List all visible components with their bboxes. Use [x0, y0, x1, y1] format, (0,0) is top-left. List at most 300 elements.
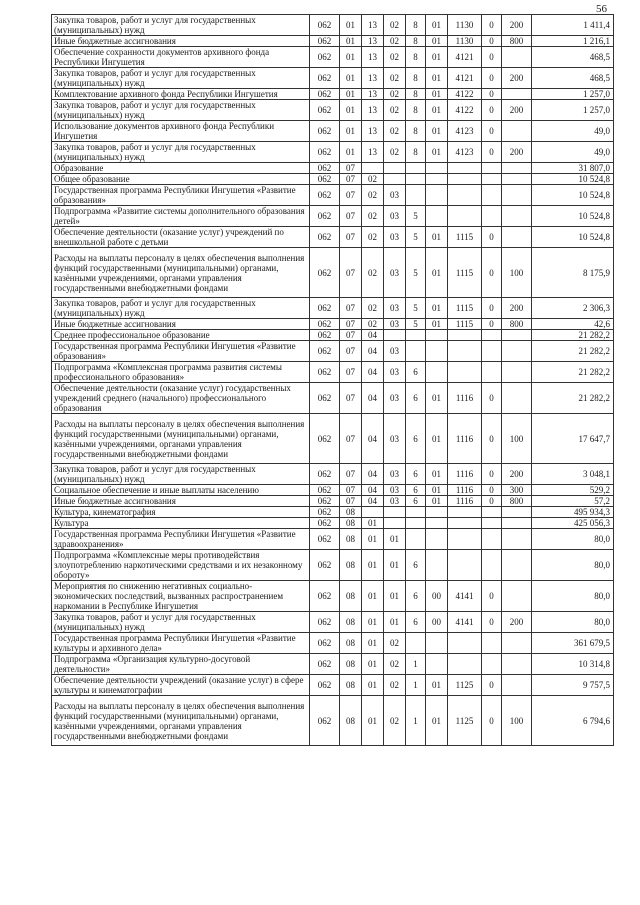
admin-code: 062 [310, 518, 340, 529]
subsection-code: 04 [362, 362, 384, 383]
direction-code [448, 529, 482, 550]
section-code: 01 [340, 68, 362, 89]
expense-type-code: 800 [502, 496, 532, 507]
admin-code: 062 [310, 36, 340, 47]
admin-code: 062 [310, 185, 340, 206]
subsection-code: 01 [362, 612, 384, 633]
subsection-code: 01 [362, 675, 384, 696]
amount: 8 175,9 [532, 248, 614, 298]
subsection-code: 04 [362, 414, 384, 464]
subprogram-code: 8 [406, 15, 426, 36]
amount: 425 056,3 [532, 518, 614, 529]
type-code: 0 [482, 100, 502, 121]
table-row [52, 174, 614, 185]
subsection-code: 01 [362, 550, 384, 581]
subsection-code: 04 [362, 496, 384, 507]
subprogram-code: 8 [406, 142, 426, 163]
admin-code: 062 [310, 248, 340, 298]
program-code: 02 [384, 68, 406, 89]
expense-type-code [502, 518, 532, 529]
amount: 9 757,5 [532, 675, 614, 696]
row-name: Иные бюджетные ассигнования [52, 496, 310, 507]
type-code [482, 185, 502, 206]
program-code: 02 [384, 89, 406, 100]
direction-code [448, 206, 482, 227]
table-row [52, 36, 614, 47]
subsection-code: 01 [362, 633, 384, 654]
subsection-code: 13 [362, 121, 384, 142]
table-row [52, 89, 614, 100]
row-name: Государственная программа Республики Ингушетия «Развитие образования» [52, 185, 310, 206]
table-row [52, 414, 614, 464]
admin-code: 062 [310, 227, 340, 248]
expense-type-code [502, 581, 532, 612]
expense-type-code: 800 [502, 36, 532, 47]
amount: 10 524,8 [532, 185, 614, 206]
program-code: 03 [384, 227, 406, 248]
subprogram-code: 6 [406, 612, 426, 633]
row-name: Подпрограмма «Комплексная программа развития системы профессионального образования» [52, 362, 310, 383]
program-code: 02 [384, 36, 406, 47]
program-code: 02 [384, 121, 406, 142]
subprogram-code [406, 163, 426, 174]
amount: 21 282,2 [532, 341, 614, 362]
program-code: 03 [384, 485, 406, 496]
type-code: 0 [482, 36, 502, 47]
admin-code: 062 [310, 341, 340, 362]
event-code [426, 341, 448, 362]
row-name: Государственная программа Республики Ингушетия «Развитие культуры и архивного дела» [52, 633, 310, 654]
subprogram-code: 6 [406, 383, 426, 414]
program-code: 03 [384, 496, 406, 507]
program-code: 01 [384, 612, 406, 633]
type-code: 0 [482, 47, 502, 68]
section-code: 07 [340, 341, 362, 362]
event-code: 01 [426, 464, 448, 485]
row-name: Общее образование [52, 174, 310, 185]
section-code: 07 [340, 485, 362, 496]
expense-type-code [502, 330, 532, 341]
expense-type-code [502, 174, 532, 185]
row-name: Культура [52, 518, 310, 529]
type-code: 0 [482, 464, 502, 485]
section-code: 08 [340, 581, 362, 612]
table-row [52, 163, 614, 174]
direction-code: 1130 [448, 15, 482, 36]
type-code: 0 [482, 383, 502, 414]
subprogram-code: 6 [406, 496, 426, 507]
table-row [52, 185, 614, 206]
direction-code: 1115 [448, 227, 482, 248]
table-row [52, 100, 614, 121]
admin-code: 062 [310, 330, 340, 341]
section-code: 07 [340, 163, 362, 174]
expense-type-code: 200 [502, 612, 532, 633]
row-name: Расходы на выплаты персоналу в целях обеспечения выполнения функций государственными (муниципальными) органами, казёнными учреждениями, органами управления государственными внебюджетными фондами [52, 248, 310, 298]
admin-code: 062 [310, 696, 340, 746]
expense-type-code: 200 [502, 68, 532, 89]
type-code: 0 [482, 248, 502, 298]
table-row [52, 298, 614, 319]
amount: 3 048,1 [532, 464, 614, 485]
direction-code [448, 330, 482, 341]
event-code: 01 [426, 319, 448, 330]
subprogram-code: 8 [406, 68, 426, 89]
subsection-code: 13 [362, 36, 384, 47]
program-code: 02 [384, 15, 406, 36]
event-code [426, 518, 448, 529]
event-code [426, 163, 448, 174]
program-code: 03 [384, 341, 406, 362]
program-code: 02 [384, 633, 406, 654]
admin-code: 062 [310, 675, 340, 696]
direction-code: 1115 [448, 248, 482, 298]
event-code [426, 550, 448, 581]
subprogram-code: 8 [406, 100, 426, 121]
type-code [482, 330, 502, 341]
section-code: 01 [340, 89, 362, 100]
subprogram-code [406, 518, 426, 529]
table-row [52, 362, 614, 383]
section-code: 08 [340, 696, 362, 746]
row-name: Обеспечение деятельности (оказание услуг) учреждений по внешкольной работе с детьми [52, 227, 310, 248]
subprogram-code: 5 [406, 319, 426, 330]
program-code: 03 [384, 206, 406, 227]
subsection-code: 02 [362, 319, 384, 330]
table-row [52, 675, 614, 696]
budget-table-body [52, 15, 614, 746]
direction-code [448, 362, 482, 383]
amount: 21 282,2 [532, 362, 614, 383]
section-code: 07 [340, 464, 362, 485]
table-row [52, 227, 614, 248]
section-code: 01 [340, 36, 362, 47]
subprogram-code: 1 [406, 654, 426, 675]
table-row [52, 383, 614, 414]
section-code: 01 [340, 15, 362, 36]
event-code [426, 174, 448, 185]
subsection-code: 02 [362, 298, 384, 319]
type-code [482, 163, 502, 174]
event-code: 01 [426, 121, 448, 142]
expense-type-code [502, 529, 532, 550]
subsection-code [362, 507, 384, 518]
event-code: 00 [426, 581, 448, 612]
admin-code: 062 [310, 89, 340, 100]
type-code: 0 [482, 496, 502, 507]
direction-code: 4141 [448, 612, 482, 633]
admin-code: 062 [310, 298, 340, 319]
row-name: Подпрограмма «Организация культурно-досуговой деятельности» [52, 654, 310, 675]
table-row [52, 68, 614, 89]
row-name: Мероприятия по снижению негативных социально-экономических последствий, вызванных распространением наркомании в Республике Ингушетия [52, 581, 310, 612]
section-code: 08 [340, 633, 362, 654]
direction-code: 4123 [448, 121, 482, 142]
row-name: Закупка товаров, работ и услуг для государственных (муниципальных) нужд [52, 464, 310, 485]
section-code: 07 [340, 362, 362, 383]
direction-code [448, 341, 482, 362]
program-code: 02 [384, 100, 406, 121]
row-name: Обеспечение деятельности учреждений (оказание услуг) в сфере культуры и кинематографии [52, 675, 310, 696]
admin-code: 062 [310, 581, 340, 612]
expense-type-code: 200 [502, 142, 532, 163]
event-code: 00 [426, 612, 448, 633]
program-code: 03 [384, 298, 406, 319]
subsection-code: 01 [362, 696, 384, 746]
direction-code: 4123 [448, 142, 482, 163]
amount: 42,6 [532, 319, 614, 330]
row-name: Закупка товаров, работ и услуг для государственных (муниципальных) нужд [52, 298, 310, 319]
section-code: 07 [340, 414, 362, 464]
amount: 10 524,8 [532, 227, 614, 248]
subprogram-code: 6 [406, 485, 426, 496]
direction-code: 1115 [448, 319, 482, 330]
event-code [426, 507, 448, 518]
subsection-code: 13 [362, 142, 384, 163]
program-code: 01 [384, 529, 406, 550]
subprogram-code: 6 [406, 414, 426, 464]
admin-code: 062 [310, 507, 340, 518]
amount: 10 524,8 [532, 206, 614, 227]
subsection-code: 13 [362, 89, 384, 100]
expense-type-code [502, 227, 532, 248]
section-code: 07 [340, 227, 362, 248]
admin-code: 062 [310, 414, 340, 464]
subprogram-code: 1 [406, 675, 426, 696]
amount: 529,2 [532, 485, 614, 496]
admin-code: 062 [310, 206, 340, 227]
subsection-code: 02 [362, 174, 384, 185]
amount: 80,0 [532, 550, 614, 581]
table-row [52, 142, 614, 163]
admin-code: 062 [310, 485, 340, 496]
direction-code: 4141 [448, 581, 482, 612]
direction-code: 1116 [448, 485, 482, 496]
event-code: 01 [426, 100, 448, 121]
section-code: 08 [340, 507, 362, 518]
subsection-code: 02 [362, 227, 384, 248]
subprogram-code: 5 [406, 298, 426, 319]
admin-code: 062 [310, 633, 340, 654]
direction-code [448, 518, 482, 529]
table-row [52, 47, 614, 68]
table-row [52, 612, 614, 633]
direction-code [448, 185, 482, 206]
type-code: 0 [482, 121, 502, 142]
event-code: 01 [426, 227, 448, 248]
expense-type-code: 200 [502, 15, 532, 36]
admin-code: 062 [310, 163, 340, 174]
table-row [52, 15, 614, 36]
expense-type-code: 200 [502, 100, 532, 121]
subprogram-code: 6 [406, 362, 426, 383]
expense-type-code: 200 [502, 298, 532, 319]
section-code: 07 [340, 185, 362, 206]
type-code: 0 [482, 414, 502, 464]
subsection-code: 04 [362, 464, 384, 485]
type-code: 0 [482, 612, 502, 633]
subprogram-code: 8 [406, 89, 426, 100]
type-code: 0 [482, 89, 502, 100]
event-code: 01 [426, 496, 448, 507]
direction-code: 1115 [448, 298, 482, 319]
program-code: 02 [384, 654, 406, 675]
subsection-code: 04 [362, 485, 384, 496]
program-code: 03 [384, 248, 406, 298]
subsection-code: 13 [362, 15, 384, 36]
table-row [52, 550, 614, 581]
subprogram-code [406, 507, 426, 518]
type-code: 0 [482, 485, 502, 496]
row-name: Использование документов архивного фонда Республики Ингушетия [52, 121, 310, 142]
expense-type-code: 100 [502, 414, 532, 464]
amount: 57,2 [532, 496, 614, 507]
expense-type-code: 800 [502, 319, 532, 330]
section-code: 07 [340, 174, 362, 185]
event-code [426, 206, 448, 227]
direction-code [448, 654, 482, 675]
expense-type-code: 100 [502, 696, 532, 746]
admin-code: 062 [310, 612, 340, 633]
expense-type-code [502, 633, 532, 654]
program-code [384, 163, 406, 174]
table-row [52, 654, 614, 675]
expense-type-code [502, 121, 532, 142]
amount: 468,5 [532, 68, 614, 89]
amount: 80,0 [532, 612, 614, 633]
direction-code: 4122 [448, 100, 482, 121]
expense-type-code: 100 [502, 248, 532, 298]
subprogram-code [406, 341, 426, 362]
expense-type-code [502, 163, 532, 174]
direction-code [448, 174, 482, 185]
event-code: 01 [426, 68, 448, 89]
table-row [52, 121, 614, 142]
direction-code: 1130 [448, 36, 482, 47]
section-code: 08 [340, 675, 362, 696]
expense-type-code [502, 550, 532, 581]
section-code: 07 [340, 206, 362, 227]
table-row [52, 248, 614, 298]
section-code: 08 [340, 612, 362, 633]
event-code: 01 [426, 89, 448, 100]
subsection-code [362, 163, 384, 174]
type-code: 0 [482, 675, 502, 696]
direction-code: 4121 [448, 47, 482, 68]
event-code: 01 [426, 383, 448, 414]
subprogram-code [406, 174, 426, 185]
section-code: 01 [340, 100, 362, 121]
section-code: 08 [340, 550, 362, 581]
type-code: 0 [482, 68, 502, 89]
expense-type-code [502, 185, 532, 206]
row-name: Социальное обеспечение и иные выплаты населению [52, 485, 310, 496]
amount: 21 282,2 [532, 330, 614, 341]
expense-type-code [502, 341, 532, 362]
type-code: 0 [482, 298, 502, 319]
subsection-code: 01 [362, 581, 384, 612]
program-code: 03 [384, 414, 406, 464]
event-code: 01 [426, 414, 448, 464]
row-name: Закупка товаров, работ и услуг для государственных (муниципальных) нужд [52, 612, 310, 633]
table-row [52, 341, 614, 362]
expense-type-code [502, 654, 532, 675]
amount: 1 257,0 [532, 100, 614, 121]
subsection-code: 02 [362, 185, 384, 206]
event-code: 01 [426, 485, 448, 496]
direction-code: 1116 [448, 464, 482, 485]
direction-code: 1116 [448, 383, 482, 414]
subsection-code: 04 [362, 341, 384, 362]
section-code: 08 [340, 654, 362, 675]
row-name: Иные бюджетные ассигнования [52, 319, 310, 330]
event-code [426, 330, 448, 341]
amount: 17 647,7 [532, 414, 614, 464]
row-name: Образование [52, 163, 310, 174]
subprogram-code: 6 [406, 581, 426, 612]
program-code: 03 [384, 185, 406, 206]
type-code [482, 550, 502, 581]
row-name: Закупка товаров, работ и услуг для государственных (муниципальных) нужд [52, 142, 310, 163]
subprogram-code: 5 [406, 206, 426, 227]
row-name: Иные бюджетные ассигнования [52, 36, 310, 47]
table-row [52, 633, 614, 654]
direction-code: 4121 [448, 68, 482, 89]
subprogram-code: 5 [406, 227, 426, 248]
type-code [482, 654, 502, 675]
amount: 49,0 [532, 121, 614, 142]
program-code: 02 [384, 142, 406, 163]
page-number: 56 [596, 3, 607, 15]
admin-code: 062 [310, 142, 340, 163]
type-code [482, 206, 502, 227]
expense-type-code: 200 [502, 464, 532, 485]
direction-code [448, 163, 482, 174]
type-code: 0 [482, 15, 502, 36]
event-code: 01 [426, 675, 448, 696]
subprogram-code: 8 [406, 121, 426, 142]
admin-code: 062 [310, 319, 340, 330]
direction-code: 1125 [448, 696, 482, 746]
subprogram-code [406, 330, 426, 341]
amount: 21 282,2 [532, 383, 614, 414]
row-name: Расходы на выплаты персоналу в целях обеспечения выполнения функций государственными (муниципальными) органами, казёнными учреждениями, органами управления государственными внебюджетными фондами [52, 696, 310, 746]
subsection-code: 13 [362, 100, 384, 121]
expense-type-code [502, 89, 532, 100]
table-row [52, 330, 614, 341]
event-code: 01 [426, 47, 448, 68]
expense-type-code: 300 [502, 485, 532, 496]
type-code [482, 362, 502, 383]
program-code: 03 [384, 383, 406, 414]
amount: 1 257,0 [532, 89, 614, 100]
direction-code: 4122 [448, 89, 482, 100]
subprogram-code: 5 [406, 248, 426, 298]
event-code [426, 185, 448, 206]
row-name: Государственная программа Республики Ингушетия «Развитие образования» [52, 341, 310, 362]
row-name: Среднее профессиональное образование [52, 330, 310, 341]
subprogram-code: 6 [406, 464, 426, 485]
expense-type-code [502, 507, 532, 518]
subprogram-code [406, 185, 426, 206]
amount: 10 524,8 [532, 174, 614, 185]
table-row [52, 485, 614, 496]
amount: 1 411,4 [532, 15, 614, 36]
direction-code: 1125 [448, 675, 482, 696]
subsection-code: 13 [362, 47, 384, 68]
subprogram-code [406, 633, 426, 654]
program-code [384, 174, 406, 185]
